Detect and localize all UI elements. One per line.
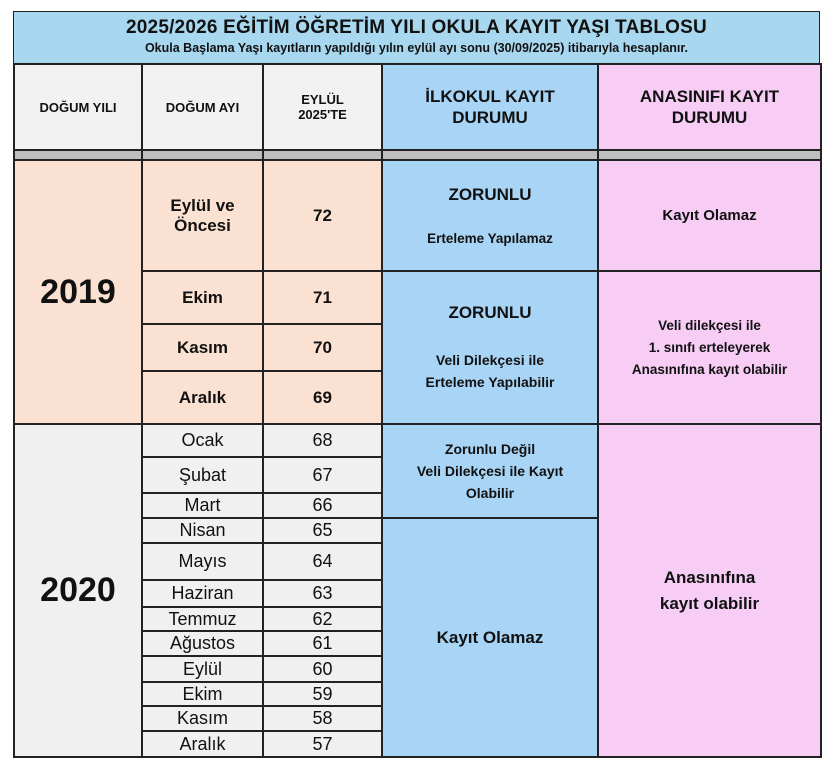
ilkokul-status-note: Erteleme Yapılamaz [427,231,553,246]
ilkokul-status-note-line2: Erteleme Yapılabilir [425,373,555,390]
month-cell: Ağustos [142,631,263,656]
age-cell: 58 [263,706,382,731]
anasinifi-status-line2: 1. sınıfı erteleyerek [648,339,771,355]
header-anasinifi-line1: ANASINIFI KAYIT [639,87,780,106]
separator-cell [263,150,382,160]
header-age [263,64,382,150]
age-cell: 71 [263,271,382,324]
anasinifi-status-cell [598,271,821,424]
ilkokul-status-note-line1: Veli Dilekçesi ile [435,351,545,368]
header-anasinifi-status [598,64,821,150]
age-cell: 68 [263,424,382,457]
ilkokul-status-cell [382,160,598,271]
age-cell: 60 [263,656,382,682]
age-cell: 66 [263,493,382,518]
anasinifi-status-cell [598,424,821,757]
age-cell: 69 [263,371,382,424]
month-cell: Şubat [142,457,263,493]
year-2019-cell: 2019 [14,160,142,424]
anasinifi-status-line1: Anasınıfına [663,567,756,587]
age-cell: 57 [263,731,382,757]
month-cell: Kasım [142,706,263,731]
separator-row [14,150,821,160]
ilkokul-status-cell [382,424,598,518]
ilkokul-status-line2: Veli Dilekçesi ile Kayıt [416,463,564,479]
anasinifi-status-line1: Veli dilekçesi ile [658,317,761,333]
separator-cell [382,150,598,160]
title-banner [13,11,820,64]
month-cell: Ekim [142,271,263,324]
header-ilkokul-line2: DURUMU [452,108,528,127]
age-cell: 65 [263,518,382,543]
month-line1: Eylül ve [170,195,235,215]
month-cell: Aralık [142,371,263,424]
age-cell: 59 [263,682,382,706]
month-cell: Nisan [142,518,263,543]
ilkokul-status-line3: Olabilir [465,485,515,501]
month-cell: Mart [142,493,263,518]
anasinifi-status-cell: Kayıt Olamaz [598,160,821,271]
month-cell: Mayıs [142,543,263,580]
separator-cell [142,150,263,160]
ilkokul-status-cell: Kayıt Olamaz [382,518,598,757]
age-cell: 67 [263,457,382,493]
separator-cell [598,150,821,160]
header-anasinifi-line2: DURUMU [671,108,748,127]
anasinifi-status-line2: kayıt olabilir [659,593,760,613]
registration-age-table [13,63,822,758]
ilkokul-status-title: ZORUNLU [448,302,532,322]
age-cell: 70 [263,324,382,371]
month-cell: Haziran [142,580,263,607]
page-title: 2025/2026 EĞİTİM ÖĞRETİM YILI OKULA KAYIT YAŞI TABLOSU [126,17,707,38]
page-subtitle: Okula Başlama Yaşı kayıtların yapıldığı yılın eylül ayı sonu (30/09/2025) itibarıyla hesaplanır. [144,41,689,55]
table-row [14,160,821,271]
month-cell [142,160,263,271]
month-cell: Ekim [142,682,263,706]
header-age-line2: 2025'TE [298,107,347,122]
registration-age-table-container [13,11,820,755]
ilkokul-status-title: ZORUNLU [448,185,532,204]
ilkokul-status-line1: Zorunlu Değil [444,441,536,457]
age-cell: 72 [263,160,382,271]
anasinifi-status-line3: Anasınıfına kayıt olabilir [631,361,788,377]
header-ilkokul-line1: İLKOKUL KAYIT [425,87,555,106]
header-birth-month: DOĞUM AYI [142,64,263,150]
year-2020-cell: 2020 [14,424,142,757]
month-cell: Temmuz [142,607,263,631]
separator-cell [14,150,142,160]
age-cell: 61 [263,631,382,656]
header-birth-year: DOĞUM YILI [14,64,142,150]
age-cell: 63 [263,580,382,607]
age-cell: 64 [263,543,382,580]
header-row [14,64,821,150]
month-cell: Ocak [142,424,263,457]
month-cell: Kasım [142,324,263,371]
ilkokul-status-cell [382,271,598,424]
age-cell: 62 [263,607,382,631]
month-cell: Eylül [142,656,263,682]
month-line2: Öncesi [174,215,231,235]
table-row [14,424,821,457]
header-age-line1: EYLÜL [301,92,344,107]
header-ilkokul-status [382,64,598,150]
month-cell: Aralık [142,731,263,757]
